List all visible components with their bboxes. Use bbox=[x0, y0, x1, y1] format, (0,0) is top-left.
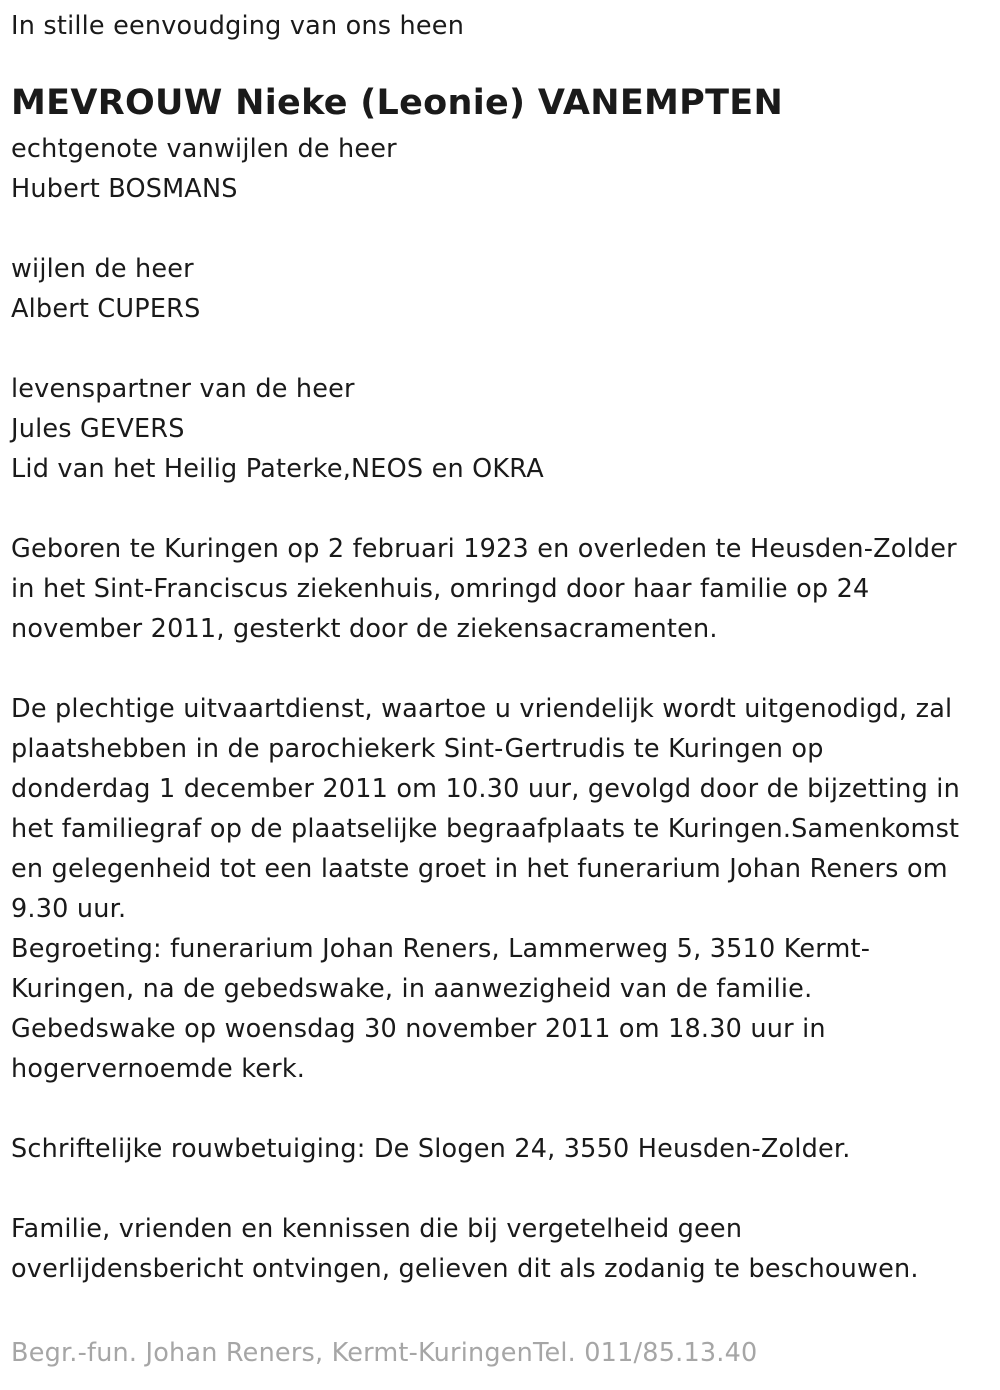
spouse-label: echtgenote vanwijlen de heer bbox=[11, 134, 397, 164]
spacer bbox=[11, 649, 993, 689]
intro-text: In stille eenvoudging van ons heen bbox=[11, 11, 465, 41]
late-husband-label: wijlen de heer bbox=[11, 254, 194, 284]
paragraph-line: 9.30 uur. bbox=[11, 894, 127, 924]
paragraph-line: Familie, vrienden en kennissen die bij vergetelheid geen bbox=[11, 1214, 743, 1244]
spouse-name: Hubert BOSMANS bbox=[11, 174, 238, 204]
closing-paragraph bbox=[11, 1209, 993, 1289]
spacer bbox=[11, 1169, 993, 1209]
condolence-address: Schriftelijke rouwbetuiging: De Slogen 24, 3550 Heusden-Zolder. bbox=[11, 1134, 851, 1164]
paragraph-line: De plechtige uitvaartdienst, waartoe u vriendelijk wordt uitgenodigd, zal bbox=[11, 694, 953, 724]
spacer bbox=[11, 489, 993, 529]
birth-death-paragraph bbox=[11, 529, 993, 649]
paragraph-line: in het Sint-Franciscus ziekenhuis, omringd door haar familie op 24 bbox=[11, 574, 870, 604]
partner-name: Jules GEVERS bbox=[11, 414, 185, 444]
funeral-paragraph bbox=[11, 689, 993, 1089]
paragraph-line: Geboren te Kuringen op 2 februari 1923 en overleden te Heusden-Zolder bbox=[11, 534, 957, 564]
spacer bbox=[11, 209, 993, 249]
paragraph-line: donderdag 1 december 2011 om 10.30 uur, gevolgd door de bijzetting in bbox=[11, 774, 960, 804]
paragraph-line: Kuringen, na de gebedswake, in aanwezigheid van de familie. bbox=[11, 974, 813, 1004]
paragraph-line: en gelegenheid tot een laatste groet in het funerarium Johan Reners om bbox=[11, 854, 948, 884]
spacer bbox=[11, 1089, 993, 1129]
paragraph-line: november 2011, gesterkt door de ziekensacramenten. bbox=[11, 614, 718, 644]
late-husband-name: Albert CUPERS bbox=[11, 294, 201, 324]
funeral-home-footer: Begr.-fun. Johan Reners, Kermt-KuringenTel. 011/85.13.40 bbox=[11, 1338, 758, 1368]
paragraph-line: het familiegraf op de plaatselijke begraafplaats te Kuringen.Samenkomst bbox=[11, 814, 960, 844]
spacer bbox=[11, 329, 993, 369]
obituary-notice bbox=[11, 6, 993, 1289]
paragraph-line: plaatshebben in de parochiekerk Sint-Gertrudis te Kuringen op bbox=[11, 734, 824, 764]
membership-text: Lid van het Heilig Paterke,NEOS en OKRA bbox=[11, 454, 544, 484]
deceased-name: MEVROUW Nieke (Leonie) VANEMPTEN bbox=[11, 83, 784, 123]
paragraph-line: Begroeting: funerarium Johan Reners, Lammerweg 5, 3510 Kermt- bbox=[11, 934, 871, 964]
paragraph-line: Gebedswake op woensdag 30 november 2011 om 18.30 uur in bbox=[11, 1014, 826, 1044]
paragraph-line: hogervernoemde kerk. bbox=[11, 1054, 306, 1084]
partner-label: levenspartner van de heer bbox=[11, 374, 355, 404]
paragraph-line: overlijdensbericht ontvingen, gelieven dit als zodanig te beschouwen. bbox=[11, 1254, 919, 1284]
